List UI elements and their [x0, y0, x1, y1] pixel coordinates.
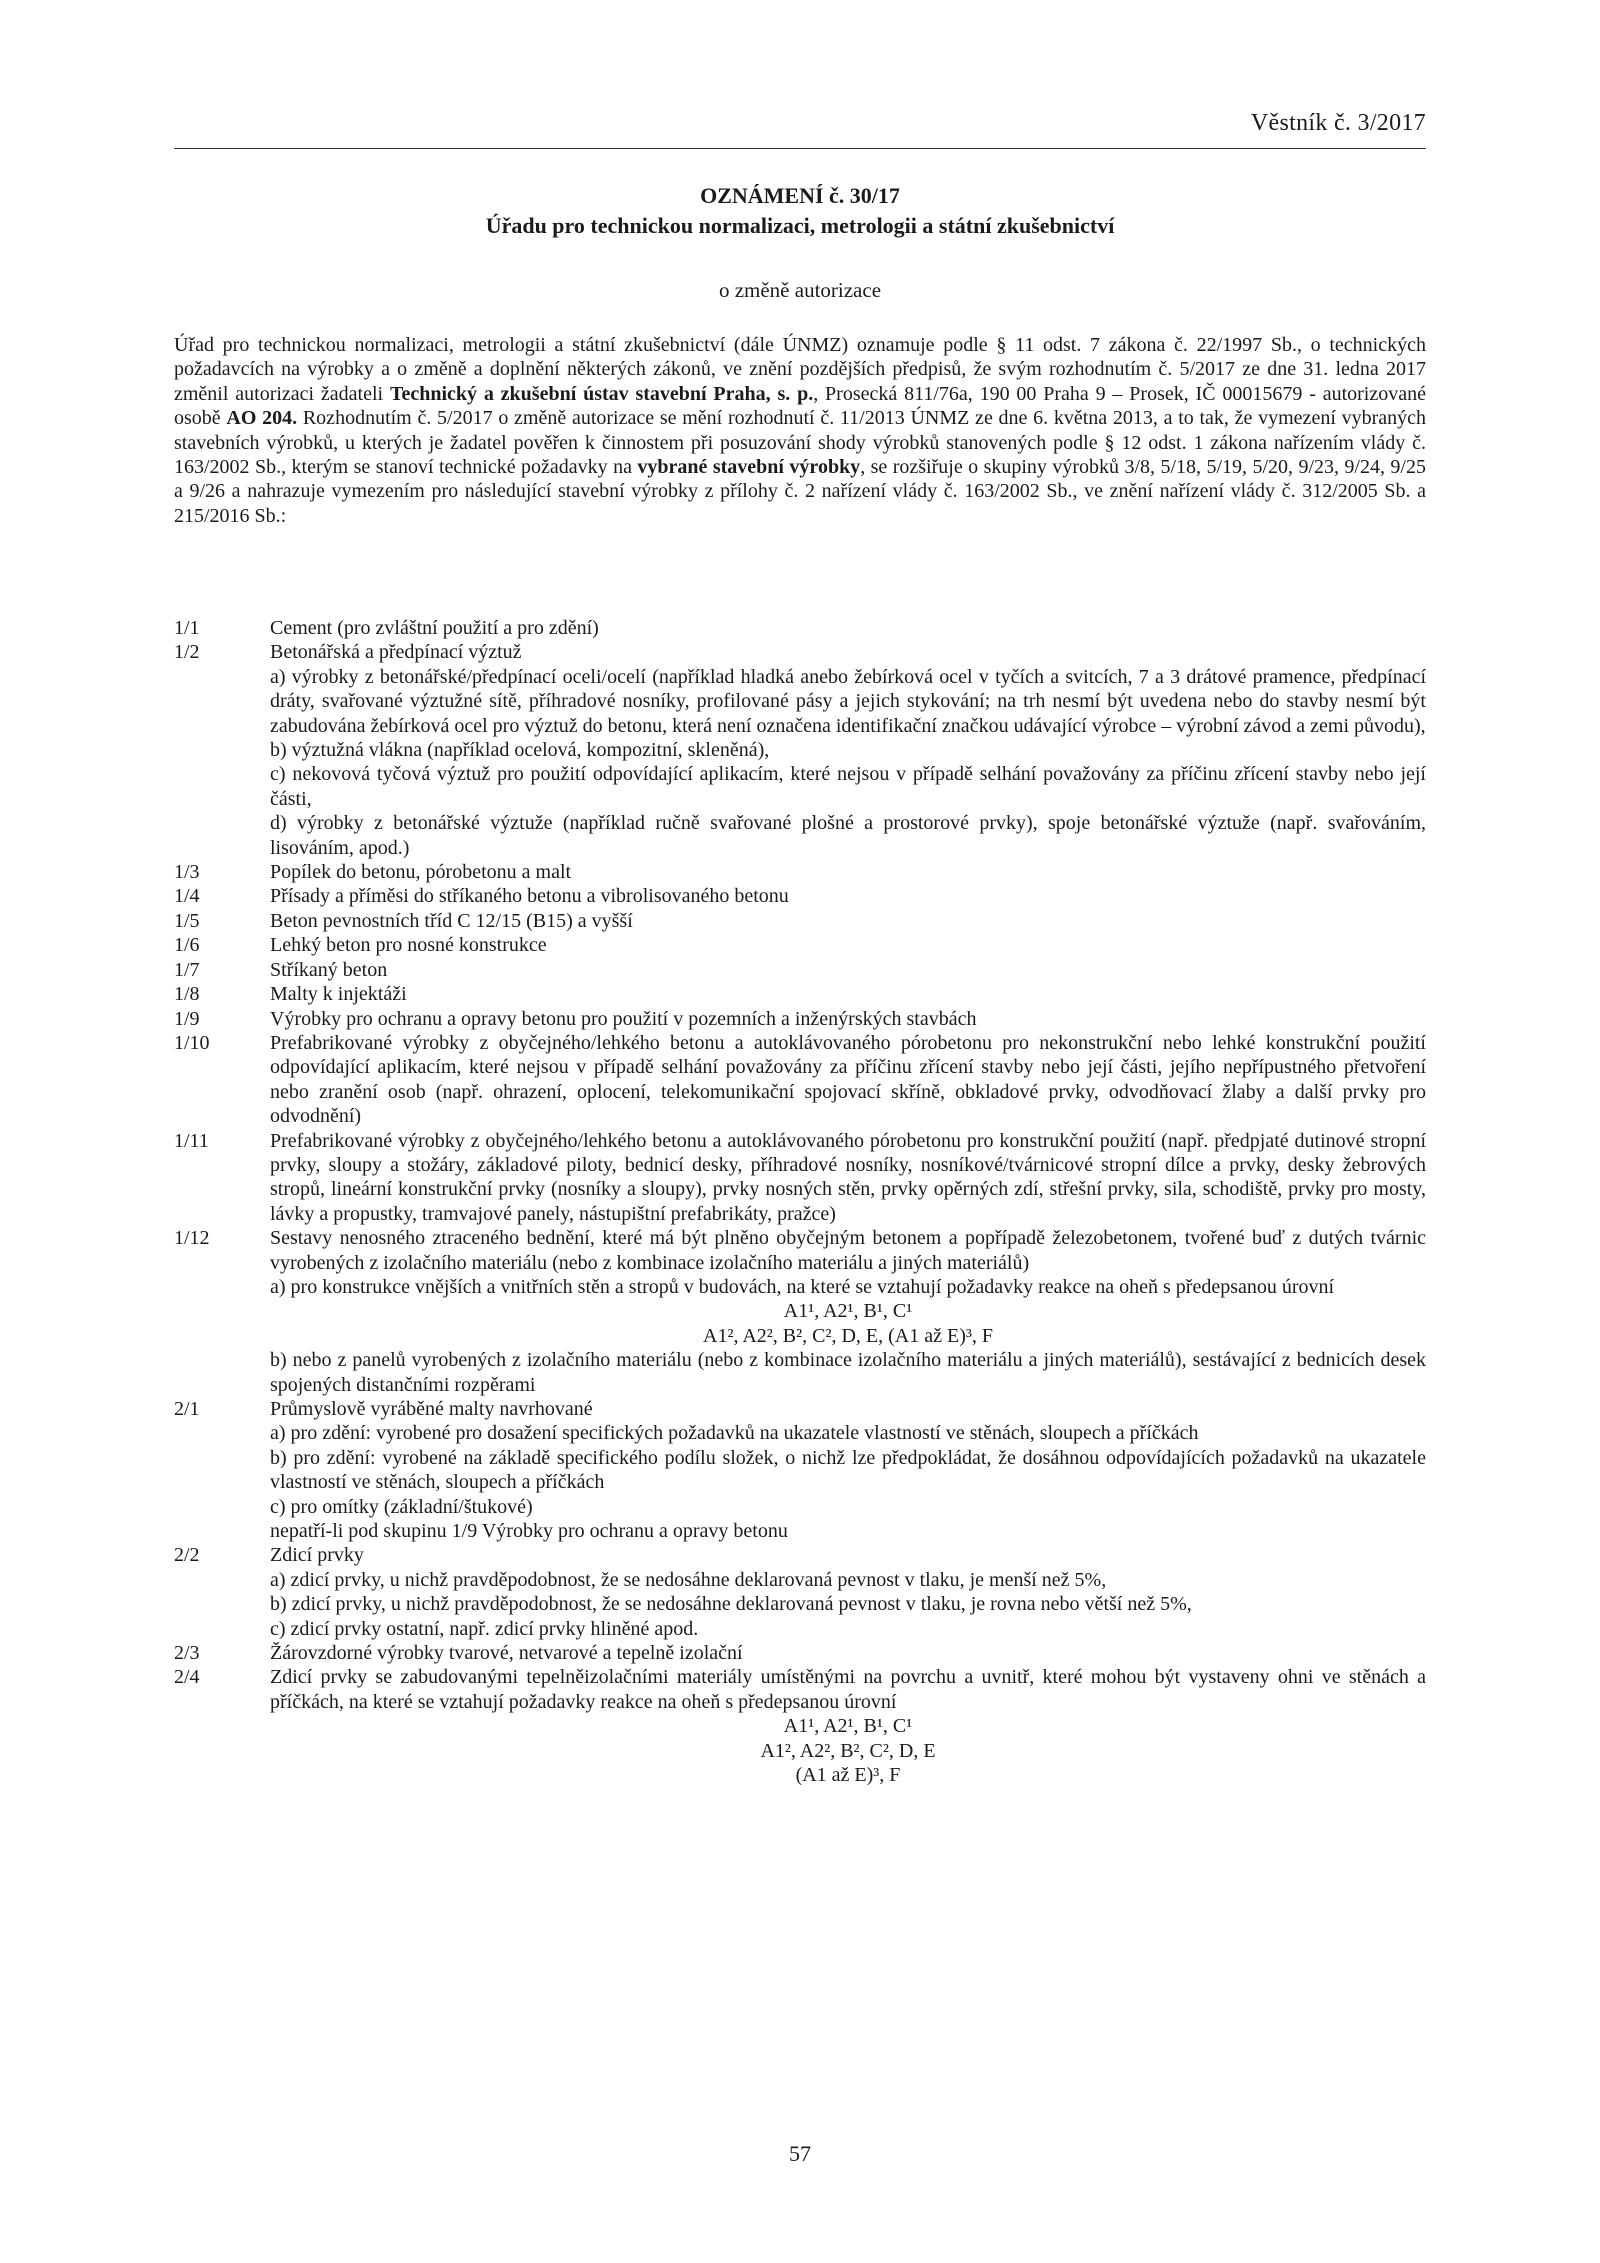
item-text: Zdicí prvky se zabudovanými tepelněizolačními materiály umístěnými na povrchu a uvnitř, které mohou být vystaveny ohni ve stěnách a příčkách, na které se vztahují požadavky reakce na oheň s předepsanou úrovní	[270, 1666, 1426, 1713]
notice-issuer: Úřadu pro technickou normalizaci, metrologii a státní zkušebnictví	[485, 213, 1115, 238]
list-item	[174, 640, 1426, 664]
subitem: a) pro konstrukce vnějších a vnitřních stěn a stropů v budovách, na které se vztahují požadavky reakce na oheň s předepsanou úrovní	[270, 1275, 1335, 1298]
list-item	[174, 1665, 1426, 1714]
intro-text-4: , se rozšiřuje o skupiny výrobků 3/8, 5/18, 5/19, 5/20, 9/23, 9/24, 9/25 a 9/26 a nahrazuje vymezením pro následující stavební výrobky z přílohy č. 2 nařízení vlády č. 163/2002 Sb., ve znění nařízení vlády č. 312/2005 Sb. a 215/2016 Sb.:	[174, 456, 1426, 527]
subitem: b) nebo z panelů vyrobených z izolačního materiálu (nebo z kombinace izolačního materiálu a jiných materiálů), sestávající z bednicích desek spojených distančními rozpěrami	[270, 1349, 1426, 1396]
subitem: c) pro omítky (základní/štukové)	[270, 1495, 533, 1518]
item-code: 1/10	[174, 1031, 210, 1054]
item-code: 1/2	[174, 641, 200, 664]
intro-paragraph	[174, 333, 1426, 528]
list-item	[174, 1007, 1426, 1031]
item-code: 1/6	[174, 934, 200, 957]
list-item	[174, 1226, 1426, 1275]
applicant-name: Technický a zkušební ústav stavební Praha, s. p.	[389, 382, 814, 405]
list-item	[174, 1543, 1426, 1567]
subitem: c) zdicí prvky ostatní, např. zdicí prvky hliněné apod.	[270, 1617, 699, 1640]
fire-class-line: (A1 až E)³, F	[795, 1764, 901, 1787]
item-code: 1/12	[174, 1227, 210, 1250]
subitem: b) zdicí prvky, u nichž pravděpodobnost, že se nedosáhne deklarovaná pevnost v tlaku, je rovna nebo větší než 5%,	[270, 1593, 1192, 1616]
item-code: 1/1	[174, 617, 200, 639]
list-item	[174, 1031, 1426, 1129]
item-text: Lehký beton pro nosné konstrukce	[270, 934, 547, 957]
list-item	[174, 884, 1426, 908]
authorized-body-id: AO 204.	[226, 407, 298, 430]
subitem: c) nekovová tyčová výztuž pro použití odpovídající aplikacím, které nejsou v případě selhání považovány za příčinu zřícení stavby nebo její části,	[270, 763, 1426, 810]
item-text: Prefabrikované výrobky z obyčejného/lehkého betonu a autoklávovaného pórobetonu pro konstrukční použití (např. předpjaté dutinové stropní prvky, sloupy a stožáry, základové piloty, bednicí desky, příhradové nosníky, nosníkové/tvárnicové stropní dílce a prvky, desky žebrových stropů, lineární konstrukční prvky (nosníky a sloupy), prvky nosných stěn, prvky opěrných zdí, střešní prvky, sila, schodiště, prvky pro mosty, lávky a propustky, tramvajové panely, nástupištní prefabrikáty, pražce)	[270, 1129, 1426, 1225]
item-code: 1/3	[174, 861, 200, 884]
fire-class-line: A1², A2², B², C², D, E, (A1 až E)³, F	[703, 1324, 993, 1347]
item-code: 2/3	[174, 1642, 200, 1665]
notice-subject: o změně autorizace	[718, 278, 882, 302]
intro-text-1: Úřad pro technickou normalizaci, metrologii a státní zkušebnictví (dále ÚNMZ) oznamuje podle § 11 odst. 7 zákona č. 22/1997 Sb., o technických požadavcích na výrobky a o změně a doplnění některých zákonů, ve znění pozdějších předpisů, že svým rozhodnutím č. 5/2017 ze dne 31. ledna 2017 změnil autorizaci žadateli	[174, 334, 1426, 405]
item-code: 2/2	[174, 1544, 200, 1567]
item-text: Beton pevnostních tříd C 12/15 (B15) a vyšší	[270, 909, 633, 932]
fire-class-line: A1¹, A2¹, B¹, C¹	[783, 1300, 913, 1323]
item-text: Sestavy nenosného ztraceného bednění, které má být plněno obyčejným betonem a popřípadě železobetonem, tvořené buď z dutých tvárnic vyrobených z izolačního materiálu (nebo z kombinace izolačního materiálu a jiných materiálů)	[270, 1227, 1426, 1274]
subitem: a) zdicí prvky, u nichž pravděpodobnost, že se nedosáhne deklarovaná pevnost v tlaku, je menší než 5%,	[270, 1568, 1107, 1591]
intro-text-2: , Prosecká 811/76a, 190 00 Praha 9 – Prosek, IČ 00015679 - autorizované osobě	[174, 382, 1426, 430]
item-text: Zdicí prvky	[270, 1544, 364, 1567]
intro-text-3: Rozhodnutím č. 5/2017 o změně autorizace se mění rozhodnutí č. 11/2013 ÚNMZ ze dne 6. května 2013, a to tak, že vymezení vybraných stavebních výrobků, u kterých je žadatel pověřen k činnostem při posuzování shody výrobků stanovených podle § 12 odst. 1 zákona nařízením vlády č. 163/2002 Sb., kterým se stanoví technické požadavky na	[174, 407, 1427, 479]
item-text: Popílek do betonu, pórobetonu a malt	[270, 861, 572, 884]
list-item	[174, 1397, 1426, 1421]
item-code: 1/7	[174, 958, 200, 981]
fire-class-line: A1², A2², B², C², D, E	[760, 1739, 936, 1762]
item-code: 1/5	[174, 909, 200, 932]
item-text: Žárovzdorné výrobky tvarové, netvarové a tepelně izolační	[270, 1642, 743, 1665]
item-text: Přísady a příměsi do stříkaného betonu a vibrolisovaného betonu	[270, 885, 789, 908]
products-emphasis: vybrané stavební výrobky	[637, 456, 861, 479]
list-item	[174, 1641, 1426, 1665]
item-code: 2/1	[174, 1398, 200, 1420]
item-text: Cement (pro zvláštní použití a pro zdění)	[270, 617, 599, 639]
list-item	[174, 933, 1426, 957]
item-text: Betonářská a předpínací výztuž	[270, 641, 522, 664]
fire-class-line: A1¹, A2¹, B¹, C¹	[783, 1715, 913, 1738]
item-code: 1/9	[174, 1007, 200, 1030]
subitem: b) pro zdění: vyrobené na základě specifického podílu složek, o nichž lze předpokládat, že dosáhnou odpovídajících požadavků na ukazatele vlastností ve stěnách, sloupech a příčkách	[270, 1446, 1426, 1494]
item-text: Malty k injektáži	[270, 983, 407, 1006]
subitem: a) pro zdění: vyrobené pro dosažení specifických požadavků na ukazatele vlastností ve stěnách, sloupech a příčkách	[270, 1422, 1199, 1445]
title-block	[174, 181, 1426, 305]
subitem-note: nepatří-li pod skupinu 1/9 Výrobky pro ochranu a opravy betonu	[270, 1520, 788, 1543]
bulletin-header: Věstník č. 3/2017	[1250, 110, 1426, 136]
item-text: Prefabrikované výrobky z obyčejného/lehkého betonu a autoklávovaného pórobetonu pro nekonstrukční nebo lehké konstrukční použití odpovídající aplikacím, které nejsou v případě selhání považovány za příčinu zřícení stavby nebo její části, jejího nepřípustného přetvoření nebo zranění osob (např. ohrazení, oplocení, telekomunikační spojovací skříně, obkladové prvky, odvodňovací žlaby a další prvky pro odvodnění)	[270, 1031, 1426, 1128]
item-text: Stříkaný beton	[270, 958, 388, 981]
item-code: 2/4	[174, 1666, 200, 1689]
list-item	[174, 616, 1426, 640]
subitem: b) výztužná vlákna (například ocelová, kompozitní, skleněná),	[270, 739, 770, 762]
subitem: d) výrobky z betonářské výztuže (například ručně svařované plošné a prostorové prvky), spoje betonářské výztuže (např. svařováním, lisováním, apod.)	[270, 812, 1426, 859]
item-text: Výrobky pro ochranu a opravy betonu pro použití v pozemních a inženýrských stavbách	[270, 1007, 977, 1030]
subitem: a) výrobky z betonářské/předpínací oceli/ocelí (například hladká anebo žebírková ocel v tyčích a svitcích, 7 a 3 drátové pramence, předpínací dráty, svařované výztužné sítě, příhradové nosníky, profilované pásy a jejich stykování; na trh nesmí být uvedena nebo do stavby nesmí být zabudována žebírková ocel pro výztuž do betonu, která není označena identifikační značkou udávající výrobce – výrobní závod a zemi původu),	[270, 665, 1426, 737]
header-divider	[174, 148, 1426, 149]
list-item	[174, 982, 1426, 1006]
list-item	[174, 958, 1426, 982]
list-item	[174, 1129, 1426, 1227]
item-code: 1/8	[174, 983, 200, 1006]
item-text: Průmyslově vyráběné malty navrhované	[270, 1398, 593, 1420]
list-item	[174, 860, 1426, 884]
page-number: 57	[789, 2141, 811, 2166]
item-code: 1/4	[174, 885, 200, 908]
list-item	[174, 909, 1426, 933]
product-list	[174, 616, 1426, 1788]
item-code: 1/11	[174, 1129, 209, 1152]
notice-title: OZNÁMENÍ č. 30/17	[700, 183, 900, 208]
